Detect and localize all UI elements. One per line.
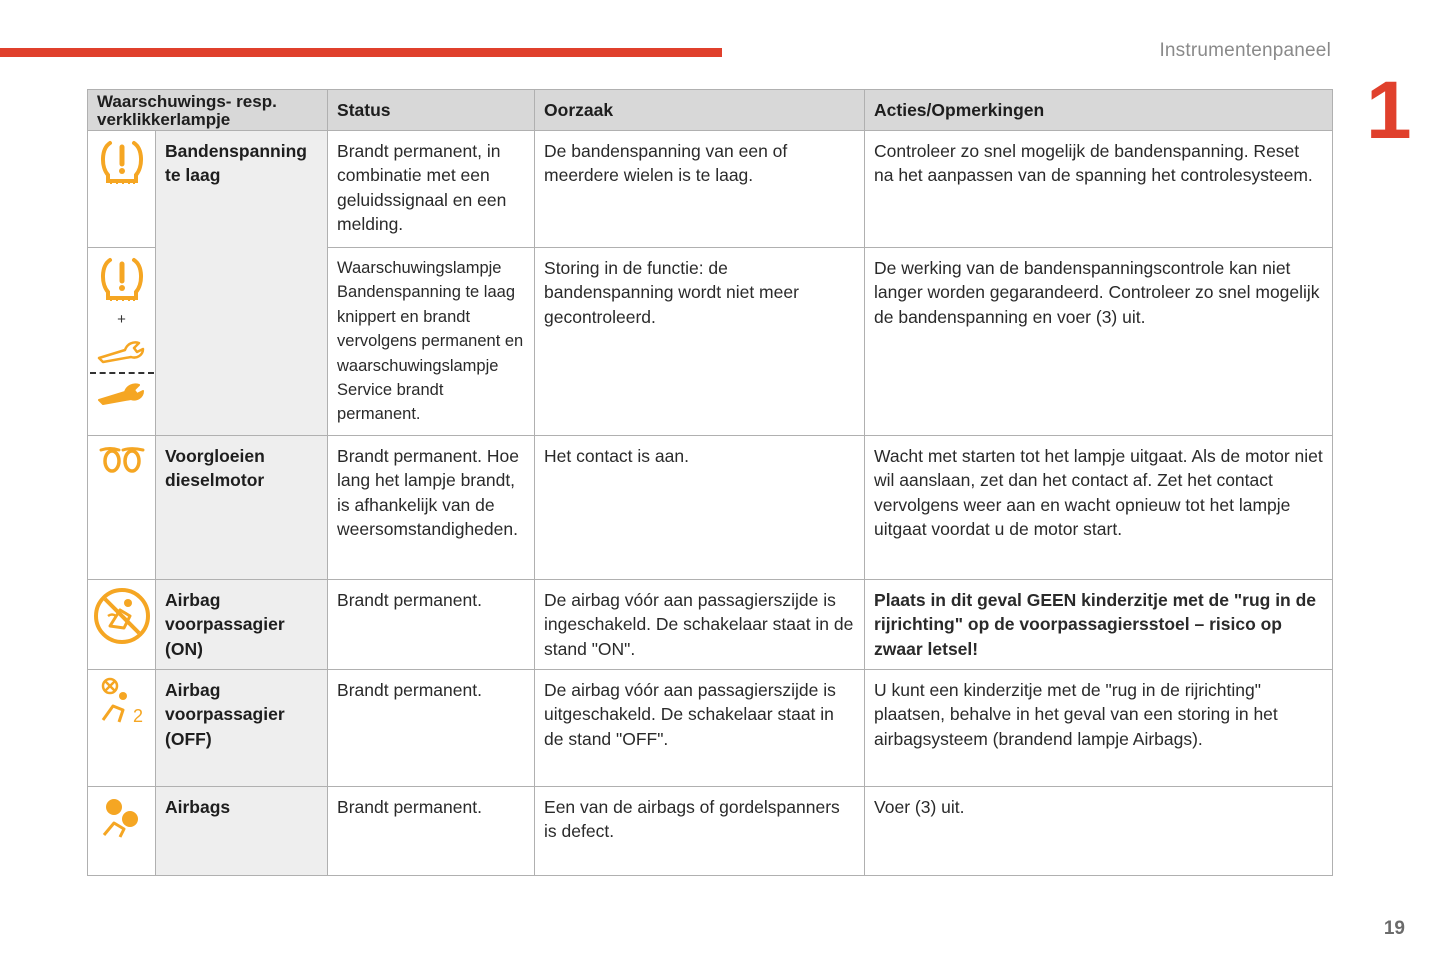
actions-cell: Voer (3) uit. — [865, 787, 1333, 876]
table-header-row — [88, 90, 1333, 131]
passenger-airbag-off-icon — [95, 676, 149, 726]
lamp-icon-cell — [88, 131, 156, 248]
glow-plug-icon — [97, 442, 147, 476]
lamp-name: Voorgloeien dieselmotor — [156, 435, 328, 579]
cause-cell: Storing in de functie: de bandenspanning wordt niet meer gecontroleerd. — [535, 248, 865, 436]
cause-cell: Het contact is aan. — [535, 435, 865, 579]
header-lamp: Waarschuwings- resp. verklikkerlampje — [88, 90, 328, 131]
lamp-icon-cell — [88, 787, 156, 876]
cause-cell: De airbag vóór aan passagierszijde is uitgeschakeld. De schakelaar staat in de stand "OFF". — [535, 670, 865, 787]
actions-cell: De werking van de bandenspanningscontrole kan niet langer worden gegarandeerd. Controleer zo snel mogelijk de bandenspanning en voer (3) uit. — [865, 248, 1333, 436]
actions-cell: U kunt een kinderzitje met de "rug in de rijrichting" plaatsen, behalve in het geval van een storing in het airbagsysteem (brandend lampje Airbags). — [865, 670, 1333, 787]
lamp-name: Airbag voorpassagier (ON) — [156, 579, 328, 669]
separator-dash — [90, 372, 154, 374]
header-actions: Acties/Opmerkingen — [865, 90, 1333, 131]
status-cell: Brandt permanent. — [328, 787, 535, 876]
warning-lamps-table — [87, 89, 1333, 876]
chapter-number: 1 — [1366, 65, 1412, 156]
tire-pressure-warning-icon — [97, 137, 147, 185]
section-title: Instrumentenpaneel — [1159, 40, 1331, 61]
status-cell: Brandt permanent. — [328, 579, 535, 669]
lamp-icon-cell — [88, 435, 156, 579]
header-cause: Oorzaak — [535, 90, 865, 131]
lamp-icon-cell — [88, 248, 156, 436]
cause-cell: De airbag vóór aan passagierszijde is ingeschakeld. De schakelaar staat in de stand "ON". — [535, 579, 865, 669]
airbags-icon — [98, 793, 146, 841]
lamp-icon-cell — [88, 670, 156, 787]
status-cell: Brandt permanent. — [328, 670, 535, 787]
plus-sign: + — [117, 311, 126, 328]
table-row — [88, 670, 1333, 787]
lamp-name: Airbag voorpassagier (OFF) — [156, 670, 328, 787]
lamp-name: Airbags — [156, 787, 328, 876]
status-cell: Brandt permanent, in combinatie met een geluidssignaal en een melding. — [328, 131, 535, 248]
table-row — [88, 435, 1333, 579]
actions-cell: Controleer zo snel mogelijk de bandenspanning. Reset na het aanpassen van de spanning het controlesysteem. — [865, 131, 1333, 248]
lamp-icon-cell — [88, 579, 156, 669]
header-status: Status — [328, 90, 535, 131]
svg-text:2: 2 — [132, 706, 143, 727]
service-wrench-icon — [95, 380, 149, 406]
service-wrench-outline-icon — [95, 338, 149, 364]
status-cell: Brandt permanent. Hoe lang het lampje brandt, is afhankelijk van de weersomstandigheden. — [328, 435, 535, 579]
passenger-airbag-on-icon — [92, 586, 152, 646]
status-cell: Waarschuwingslampje Bandenspanning te laag knippert en brandt vervolgens permanent en waarschuwingslampje Service brandt permanent. — [328, 248, 535, 436]
table-row — [88, 579, 1333, 669]
actions-cell: Plaats in dit geval GEEN kinderzitje met de "rug in de rijrichting" op de voorpassagiersstoel – risico op zwaar letsel! — [865, 579, 1333, 669]
header-accent-bar — [0, 48, 722, 57]
page-number: 19 — [1383, 918, 1405, 939]
table-row — [88, 131, 1333, 248]
cause-cell: Een van de airbags of gordelspanners is defect. — [535, 787, 865, 876]
cause-cell: De bandenspanning van een of meerdere wielen is te laag. — [535, 131, 865, 248]
tire-pressure-warning-icon — [97, 254, 147, 302]
lamp-name: Bandenspanning te laag — [156, 131, 328, 436]
actions-cell: Wacht met starten tot het lampje uitgaat. Als de motor niet wil aanslaan, zet dan het contact af. Zet het contact vervolgens weer aan en wacht opnieuw tot het lampje uitgaat voordat u de motor start. — [865, 435, 1333, 579]
table-row — [88, 787, 1333, 876]
